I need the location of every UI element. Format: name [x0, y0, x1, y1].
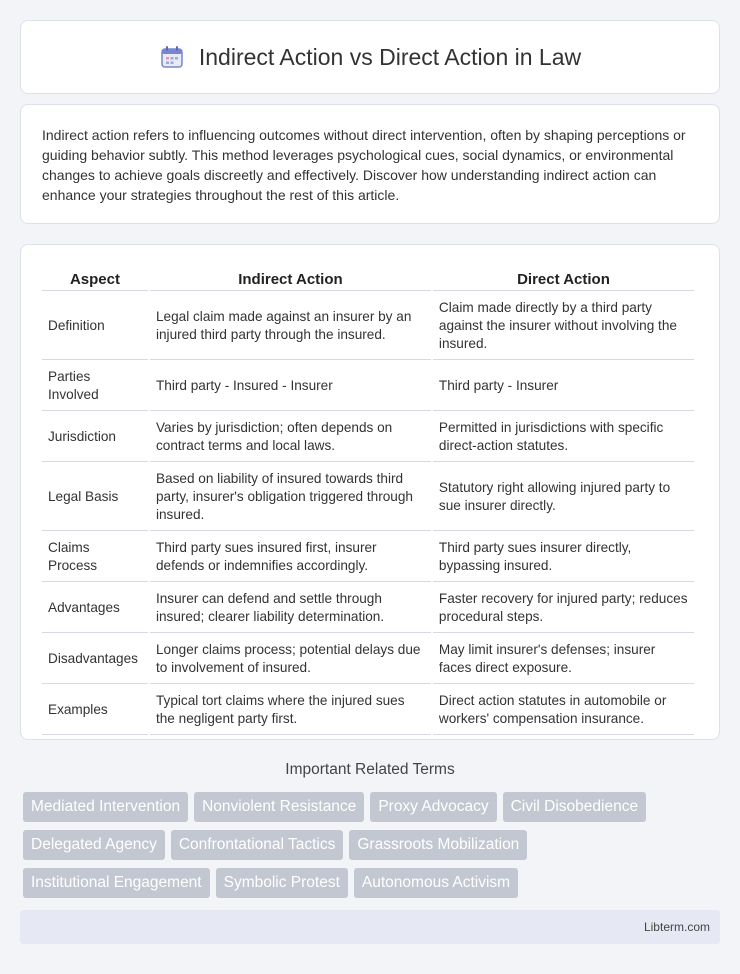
table-row: [42, 464, 694, 531]
related-term-tag[interactable]: Symbolic Protest: [216, 868, 348, 898]
related-term-tag[interactable]: Autonomous Activism: [354, 868, 518, 898]
cell-direct: Claim made directly by a third party against the insurer without involving the insured.: [433, 293, 694, 360]
cell-indirect: Third party - Insured - Insurer: [150, 362, 431, 411]
related-term-tag[interactable]: Delegated Agency: [23, 830, 165, 860]
cell-indirect: Third party sues insured first, insurer defends or indemnifies accordingly.: [150, 533, 431, 582]
header-indirect: Indirect Action: [150, 265, 431, 291]
table-row: [42, 413, 694, 462]
comparison-card: [20, 244, 720, 740]
related-terms-list: [23, 792, 703, 898]
related-term-tag[interactable]: Mediated Intervention: [23, 792, 188, 822]
table-row: [42, 293, 694, 360]
related-term-tag[interactable]: Nonviolent Resistance: [194, 792, 364, 822]
related-terms-title: Important Related Terms: [285, 761, 455, 778]
cell-direct: Permitted in jurisdictions with specific direct-action statutes.: [433, 413, 694, 462]
cell-indirect: Varies by jurisdiction; often depends on contract terms and local laws.: [150, 413, 431, 462]
related-term-tag[interactable]: Grassroots Mobilization: [349, 830, 527, 860]
related-term-tag[interactable]: Confrontational Tactics: [171, 830, 344, 860]
cell-direct: Direct action statutes in automobile or workers' compensation insurance.: [433, 686, 694, 735]
header-aspect: Aspect: [42, 265, 148, 291]
cell-aspect: Parties Involved: [42, 362, 148, 411]
related-term-tag[interactable]: Proxy Advocacy: [370, 792, 496, 822]
comparison-table: [40, 263, 696, 737]
cell-direct: Third party - Insurer: [433, 362, 694, 411]
intro-card: [20, 104, 720, 224]
cell-aspect: Disadvantages: [42, 635, 148, 684]
related-term-tag[interactable]: Civil Disobedience: [503, 792, 647, 822]
table-row: [42, 584, 694, 633]
page-title: Indirect Action vs Direct Action in Law: [198, 43, 582, 70]
related-term-tag[interactable]: Institutional Engagement: [23, 868, 210, 898]
cell-indirect: Based on liability of insured towards third party, insurer's obligation triggered through insured.: [150, 464, 431, 531]
title-card: [20, 20, 720, 94]
header-direct: Direct Action: [433, 265, 694, 291]
cell-aspect: Legal Basis: [42, 464, 148, 531]
cell-direct: May limit insurer's defenses; insurer faces direct exposure.: [433, 635, 694, 684]
table-header-row: [42, 265, 694, 291]
cell-direct: Faster recovery for injured party; reduces procedural steps.: [433, 584, 694, 633]
table-row: [42, 635, 694, 684]
table-row: [42, 533, 694, 582]
cell-aspect: Jurisdiction: [42, 413, 148, 462]
table-row: [42, 686, 694, 735]
cell-direct: Statutory right allowing injured party to sue insurer directly.: [433, 464, 694, 531]
calendar-icon: [159, 44, 185, 70]
cell-indirect: Typical tort claims where the injured sues the negligent party first.: [150, 686, 431, 735]
cell-indirect: Legal claim made against an insurer by an injured third party through the insured.: [150, 293, 431, 360]
cell-aspect: Claims Process: [42, 533, 148, 582]
cell-aspect: Advantages: [42, 584, 148, 633]
cell-aspect: Definition: [42, 293, 148, 360]
footer-text[interactable]: Libterm.com: [643, 920, 710, 934]
cell-indirect: Insurer can defend and settle through insured; clearer liability determination.: [150, 584, 431, 633]
cell-indirect: Longer claims process; potential delays due to involvement of insured.: [150, 635, 431, 684]
table-row: [42, 362, 694, 411]
footer: [20, 910, 720, 944]
intro-text: Indirect action refers to influencing outcomes without direct intervention, often by shaping perceptions or guiding behavior subtly. This method leverages psychological cues, social dynamics, or environmental changes to achieve goals discreetly and effectively. Discover how understanding indirect action can enhance your strategies throughout the rest of this article.: [42, 127, 686, 203]
cell-direct: Third party sues insurer directly, bypassing insured.: [433, 533, 694, 582]
cell-aspect: Examples: [42, 686, 148, 735]
